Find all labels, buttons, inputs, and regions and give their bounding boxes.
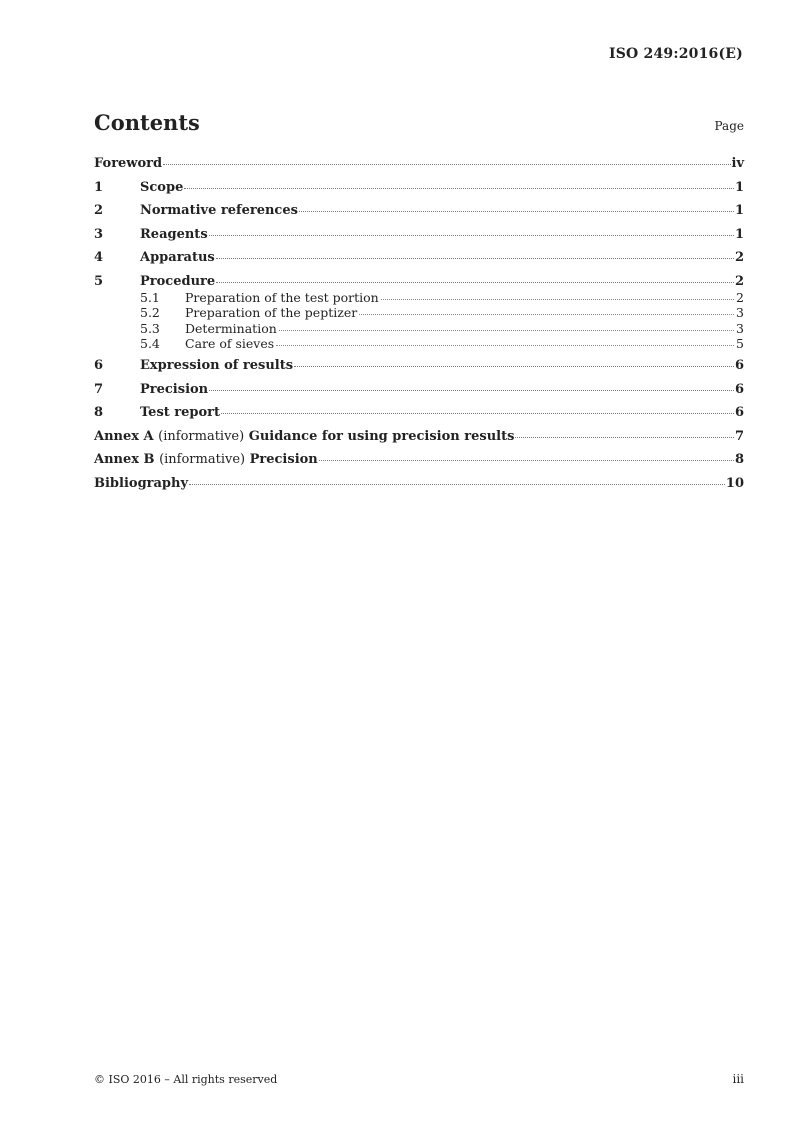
dot-leader [163,164,730,165]
toc-subentry-label: Preparation of the peptizer [185,305,358,321]
toc-entry-page: iv [731,156,744,171]
toc-entry-label: Normative references [140,203,298,219]
annex-note: (informative) [158,428,245,444]
dot-leader [299,211,734,212]
dot-leader [209,390,734,391]
toc-subentry-care-of-sieves[interactable] [94,336,744,352]
page-number: iii [732,1072,744,1086]
dot-leader [279,330,734,331]
annex-id: Annex A [94,428,154,444]
toc-entry-scope[interactable] [94,180,744,196]
toc-entry-label [94,452,318,467]
toc-entry-number: 3 [94,226,104,242]
toc-title: Contents [94,110,200,135]
toc-entry-page: 2 [734,250,744,266]
annex-title: Precision [249,452,318,468]
toc-page-label: Page [714,119,744,133]
toc-entry-label: Apparatus [140,250,215,266]
toc-subentry-label: Determination [185,320,277,336]
dot-leader [294,366,734,367]
document-id: ISO 249:2016(E) [608,46,743,62]
annex-id: Annex B [94,452,155,468]
toc-entry-page: 7 [734,428,744,444]
dot-leader [319,460,734,461]
toc-entry-label: Expression of results [140,357,294,373]
dot-leader [276,345,734,346]
toc-subentry-label: Preparation of the test portion [185,289,379,305]
toc-entry-page: 2 [734,273,744,289]
toc-entry-page: 1 [734,226,744,242]
toc-entry-procedure[interactable] [94,274,744,290]
dot-leader [359,314,734,315]
toc-entry-number: 8 [94,405,104,421]
toc-entry-precision[interactable] [94,382,744,398]
dot-leader [381,299,734,300]
copyright-notice: © ISO 2016 – All rights reserved [94,1073,278,1086]
dot-leader [221,413,734,414]
toc-entry-label: Foreword [94,156,163,171]
toc-entry-label: Bibliography [94,475,189,491]
toc-entry-label [94,429,514,444]
dot-leader [184,188,734,189]
toc-subentry-number: 5.1 [140,289,160,305]
annex-note: (informative) [159,452,246,468]
toc-subentry-page: 5 [736,336,744,352]
toc-subentry-number: 5.4 [140,336,160,352]
toc-entry-number: 1 [94,179,104,195]
toc-entry-label: Reagents [140,226,208,242]
toc-entry-annex-a[interactable] [94,429,744,445]
toc-entry-page: 1 [734,203,744,219]
toc-subentry-determination[interactable] [94,321,744,337]
toc-entry-label: Scope [140,179,184,195]
dot-leader [216,258,734,259]
toc-heading [94,110,744,135]
toc-subentry-page: 2 [736,289,744,305]
toc-entry-page: 6 [734,381,744,397]
toc-subentry-number: 5.3 [140,320,160,336]
toc-entry-page: 8 [734,452,744,468]
toc-subentry-page: 3 [736,320,744,336]
toc-entry-label: Test report [140,405,221,421]
toc-entry-page: 6 [734,405,744,421]
toc-entry-annex-b[interactable] [94,452,744,468]
toc-entry-page: 10 [725,475,744,491]
toc-entry-page: 1 [734,179,744,195]
toc-subentry-peptizer[interactable] [94,305,744,321]
toc-entry-test-report[interactable] [94,405,744,421]
toc-entry-reagents[interactable] [94,227,744,243]
toc-subentry-number: 5.2 [140,305,160,321]
toc-entry-bibliography[interactable] [94,476,744,492]
toc-entry-foreword[interactable] [94,156,744,172]
toc-entry-number: 4 [94,250,104,266]
dot-leader [209,235,734,236]
dot-leader [515,437,734,438]
toc-subentry-page: 3 [736,305,744,321]
toc-entry-label: Procedure [140,273,216,289]
toc-subentry-test-portion[interactable] [94,290,744,306]
toc-subentry-label: Care of sieves [185,336,275,352]
toc-entry-page: 6 [734,357,744,373]
table-of-contents [94,156,744,500]
dot-leader [216,282,734,283]
toc-entry-number: 6 [94,357,104,373]
toc-entry-expression-of-results[interactable] [94,358,744,374]
page-footer [94,1072,744,1086]
toc-entry-label: Precision [140,381,209,397]
annex-title: Guidance for using precision results [248,428,515,444]
toc-entry-number: 5 [94,273,104,289]
toc-subentries [94,290,744,352]
toc-entry-number: 7 [94,381,104,397]
toc-entry-number: 2 [94,203,104,219]
dot-leader [189,484,725,485]
toc-entry-apparatus[interactable] [94,250,744,266]
toc-entry-normative-references[interactable] [94,203,744,219]
